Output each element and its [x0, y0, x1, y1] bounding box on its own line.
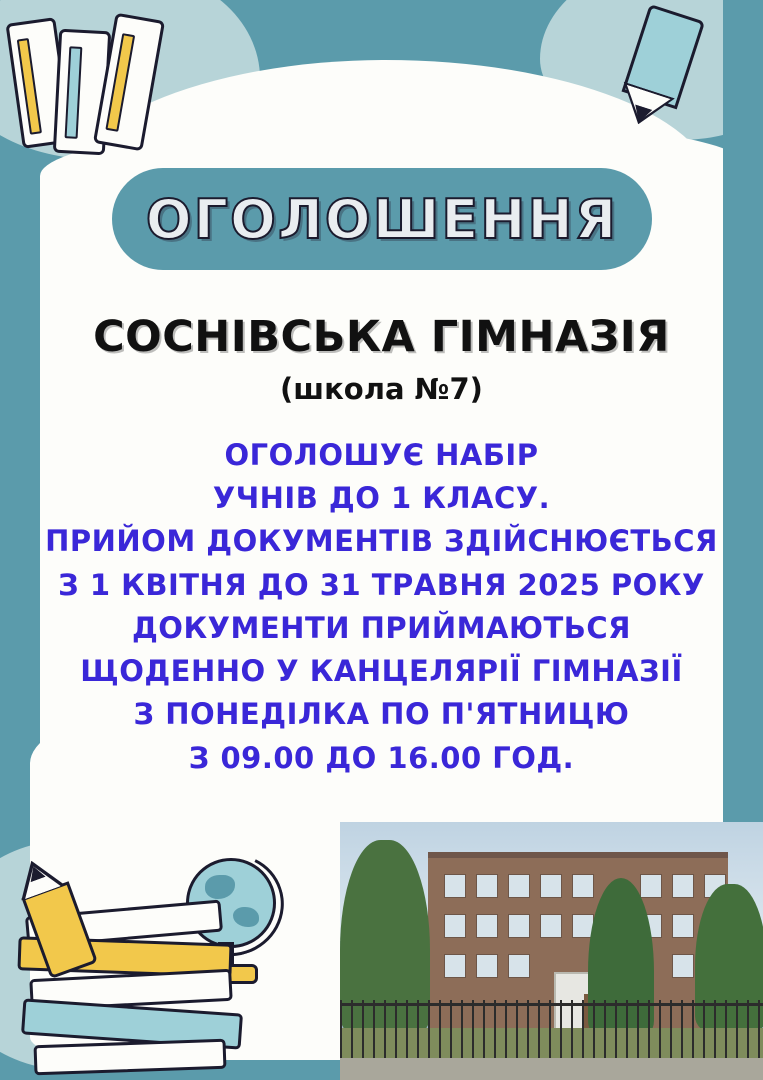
- announcement-line: ДОКУМЕНТИ ПРИЙМАЮТЬСЯ: [131, 610, 632, 645]
- school-building-photo: [340, 822, 763, 1080]
- photo-window: [540, 914, 562, 938]
- photo-window: [672, 914, 694, 938]
- photo-window: [444, 914, 466, 938]
- announcement-body: [0, 438, 763, 784]
- photo-window: [508, 914, 530, 938]
- photo-window: [444, 874, 466, 898]
- photo-fence: [340, 1000, 763, 1062]
- announcement-line: З 1 КВІТНЯ ДО 31 ТРАВНЯ 2025 РОКУ: [58, 567, 705, 602]
- title-banner: [112, 168, 652, 270]
- photo-window: [508, 874, 530, 898]
- photo-window: [444, 954, 466, 978]
- photo-window: [672, 954, 694, 978]
- announcement-line: УЧНІВ ДО 1 КЛАСУ.: [212, 481, 551, 516]
- photo-path: [340, 1058, 763, 1080]
- photo-window: [572, 874, 594, 898]
- photo-window: [476, 914, 498, 938]
- announcement-line: З 09.00 ДО 16.00 ГОД.: [188, 740, 575, 775]
- announcement-line: ПРИЙОМ ДОКУМЕНТІВ ЗДІЙСНЮЄТЬСЯ: [45, 524, 718, 559]
- book-icon: [34, 1039, 227, 1076]
- announcement-line: З ПОНЕДІЛКА ПО П'ЯТНИЦЮ: [133, 697, 630, 732]
- photo-window: [476, 954, 498, 978]
- photo-window: [672, 874, 694, 898]
- school-subtitle: (школа №7): [280, 372, 483, 406]
- announcement-line: ЩОДЕННО У КАНЦЕЛЯРІЇ ГІМНАЗІЇ: [80, 654, 683, 689]
- photo-window: [508, 954, 530, 978]
- page-title: ОГОЛОШЕННЯ: [145, 187, 619, 251]
- announcement-line: ОГОЛОШУЄ НАБІР: [224, 438, 539, 472]
- photo-window: [540, 874, 562, 898]
- photo-window: [476, 874, 498, 898]
- school-name: СОСНІВСЬКА ГІМНАЗІЯ: [93, 312, 670, 362]
- photo-window: [640, 874, 662, 898]
